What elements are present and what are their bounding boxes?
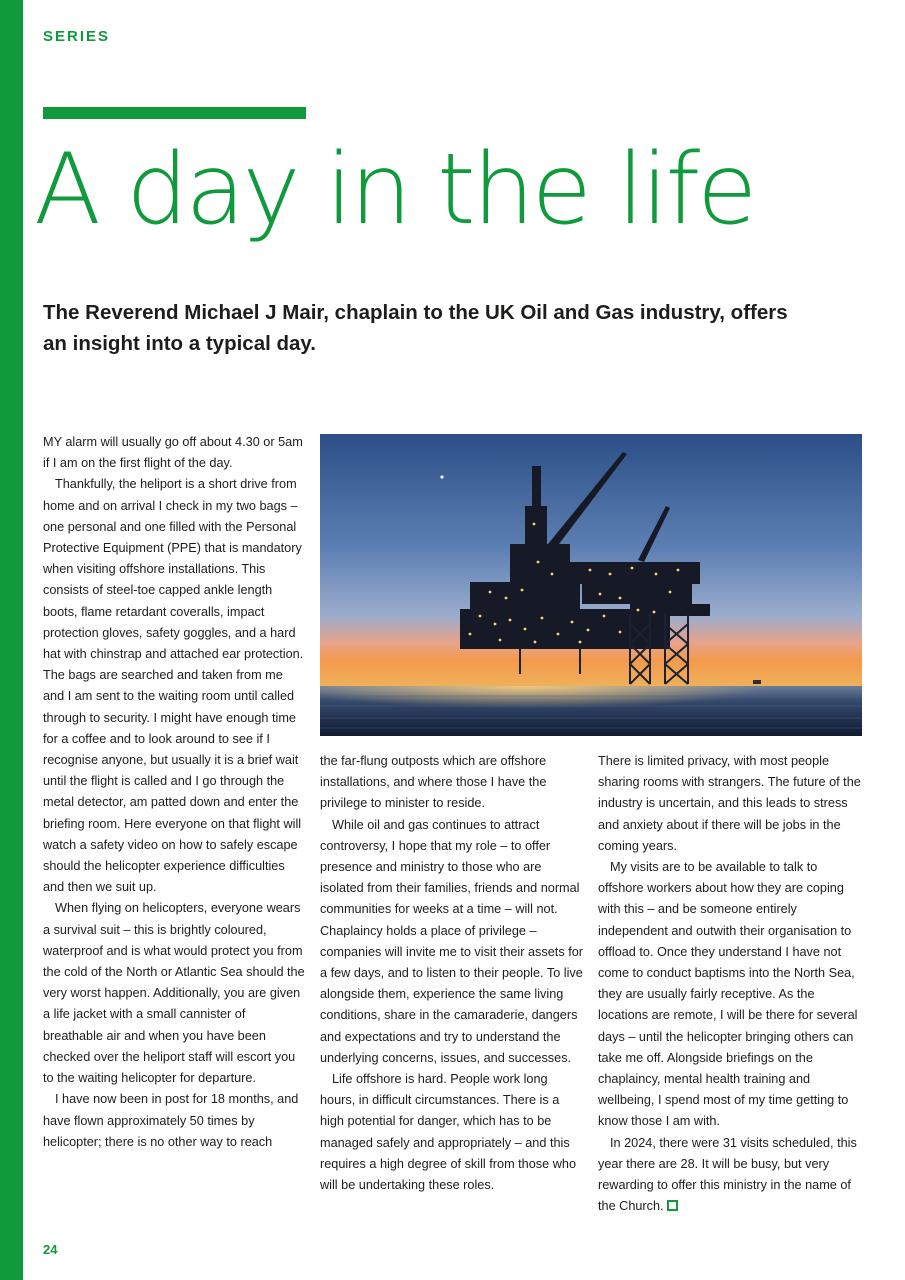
body-paragraph: When flying on helicopters, everyone wears a survival suit – this is brightly coloured, waterproof and is what would protect you from the cold of the North or Atlantic Sea should the very worst happen. Additionally, you are given a life jacket with a small cannister of breathable air and when you have been checked over the heliport staff will escort you to the waiting helicopter for departure. (43, 901, 305, 1086)
body-paragraph: MY alarm will usually go off about 4.30 or 5am if I am on the first flight of the day. (43, 435, 303, 471)
body-paragraph: Thankfully, the heliport is a short drive from home and on arrival I check in my two bags – one personal and one filled with the Personal Protective Equipment (PPE) that is mandatory when visiting offshore installations. This consists of steel-toe capped ankle length boots, flame retardant coveralls, impact protection gloves, safety goggles, and a hard hat with chinstrap and attached ear protection. The bags are searched and taken from me and I am sent to the waiting room until called through to security. I might have enough time for a coffee and to look around to see if I recognise anyone, but usually it is a brief wait until the flight is called and I go through the metal detector, am patted down and enter the briefing room. Here everyone on that flight will watch a safety video on how to safely escape should the helicopter experience difficulties and then we suit up. (43, 477, 304, 895)
body-paragraph-continued: the far-flung outposts which are offshore installations, and where those I have the privilege to minister to reside. (320, 754, 547, 811)
final-paragraph-text: In 2024, there were 31 visits scheduled, this year there are 28. It will be busy, but very rewarding to offer this ministry in the name of the Church. (598, 1135, 857, 1214)
article-standfirst: The Reverend Michael J Mair, chaplain to the UK Oil and Gas industry, offers an insight into a typical day. (43, 301, 788, 355)
page-number: 24 (43, 1242, 58, 1257)
article-title: A day in the life (34, 133, 755, 247)
body-paragraph: My visits are to be available to talk to offshore workers about how they are coping with this – and be someone entirely independent and outwith their organisation to offload to. Once they understand I have not come to conduct baptisms into the North Sea, they are usually fairly receptive. As the locations are remote, I will be there for several days – until the helicopter bringing others can take me off. Alongside briefings on the chaplaincy, mental health training and wellbeing, I spend most of my time getting to know those I am with. (598, 860, 858, 1129)
section-label: SERIES (43, 28, 111, 45)
end-of-article-icon (667, 1200, 678, 1211)
body-paragraph: There is limited privacy, with most people sharing rooms with strangers. The future of the industry is uncertain, and this leads to stress and anxiety about if there will be jobs in the coming years. (598, 754, 861, 853)
body-column-2 (320, 751, 585, 1196)
body-column-1 (43, 432, 305, 1153)
oil-rig-photo (320, 434, 862, 736)
body-paragraph: While oil and gas continues to attract controversy, I hope that my role – to offer presence and ministry to those who are isolated from their families, friends and normal communities for weeks at a time – will not. Chaplaincy holds a place of privilege – companies will invite me to visit their assets for a few days, and to listen to their people. To live alongside them, experience the same living conditions, share in the camaraderie, dangers and expectations and try to understand the underlying concerns, issues, and successes. (320, 817, 584, 1065)
green-side-bar (0, 0, 23, 1280)
body-column-3 (598, 751, 864, 1217)
body-paragraph-final (598, 1133, 864, 1218)
title-accent-rule (43, 107, 306, 119)
body-paragraph: I have now been in post for 18 months, and have flown approximately 50 times by helicopter; there is no other way to reach (43, 1092, 299, 1149)
body-paragraph: Life offshore is hard. People work long hours, in difficult circumstances. There is a high potential for danger, which has to be managed safely and appropriately – and this requires a high degree of skill from those who will be undertaking these roles. (320, 1072, 576, 1193)
